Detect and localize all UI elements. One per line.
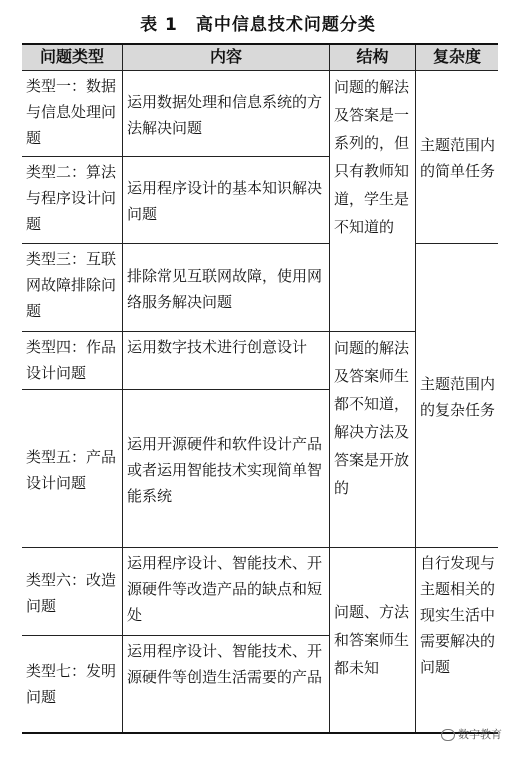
content-cell-4: 运用数字技术进行创意设计 xyxy=(127,338,308,356)
structure-cell-2: 问题的解法及答案师生都不知道，解决方法及答案是开放的 xyxy=(334,339,410,497)
row-divider xyxy=(22,156,329,157)
type-cell-7-text: 类型七：发明问题 xyxy=(26,662,117,706)
complexity-cell-1 xyxy=(416,71,498,243)
type-cell-4: 类型四：作品设计问题 xyxy=(26,338,117,382)
content-cell-2-text: 运用程序设计的基本知识解决问题 xyxy=(127,179,323,223)
row-divider xyxy=(22,243,329,244)
content-cell-2 xyxy=(123,157,329,243)
type-cell-7 xyxy=(22,636,122,730)
structure-cell-3-text: 问题、方法和答案师生都未知 xyxy=(334,603,410,677)
row-divider xyxy=(22,331,415,332)
watermark-text: 数字教育 xyxy=(458,728,502,741)
type-cell-5-text: 类型五：产品设计问题 xyxy=(26,447,117,492)
content-cell-1-text: 运用数据处理和信息系统的方法解决问题 xyxy=(127,92,323,137)
type-cell-6 xyxy=(22,548,122,635)
header-divider xyxy=(22,70,498,71)
content-cell-6: 运用程序设计、智能技术、开源硬件等改造产品的缺点和短处 xyxy=(127,554,323,624)
type-cell-3: 类型三：互联网故障排除问题 xyxy=(26,250,117,320)
structure-cell-1: 问题的解法及答案是一系列的，但只有教师知道，学生是不知道的 xyxy=(334,78,410,236)
complexity-cell-2 xyxy=(416,244,498,547)
row-divider xyxy=(22,547,498,548)
header-structure: 结构 xyxy=(330,45,415,70)
structure-cell-3 xyxy=(330,548,415,730)
complexity-cell-2-text: 主题范围内的复杂任务 xyxy=(420,374,496,419)
type-cell-1: 类型一：数据与信息处理问题 xyxy=(26,77,117,147)
header-content: 内容 xyxy=(123,45,329,70)
type-cell-6-text: 类型六：改造问题 xyxy=(26,570,117,615)
row-divider xyxy=(416,243,498,244)
type-cell-2: 类型二：算法与程序设计问题 xyxy=(26,163,117,233)
header-complexity: 复杂度 xyxy=(416,45,498,70)
column-divider xyxy=(415,45,416,732)
header-type: 问题类型 xyxy=(22,45,122,70)
watermark xyxy=(441,726,502,742)
content-cell-3 xyxy=(123,244,329,331)
type-cell-5 xyxy=(22,390,122,547)
classification-table xyxy=(22,43,498,734)
row-divider xyxy=(22,635,329,636)
content-cell-7: 运用程序设计、智能技术、开源硬件等创造生活需要的产品 xyxy=(127,642,323,686)
content-cell-1 xyxy=(123,71,329,156)
table-caption: 表 1 高中信息技术问题分类 xyxy=(140,15,376,35)
column-divider xyxy=(329,45,330,732)
content-cell-3-text: 排除常见互联网故障，使用网络服务解决问题 xyxy=(127,266,323,311)
content-cell-5-text: 运用开源硬件和软件设计产品或者运用智能技术实现简单智能系统 xyxy=(127,434,323,505)
content-cell-5 xyxy=(123,390,329,547)
complexity-cell-3: 自行发现与主题相关的现实生活中需要解决的问题 xyxy=(420,554,496,676)
chat-icon xyxy=(441,729,455,741)
row-divider xyxy=(22,389,329,390)
complexity-cell-1-text: 主题范围内的简单任务 xyxy=(420,136,496,180)
